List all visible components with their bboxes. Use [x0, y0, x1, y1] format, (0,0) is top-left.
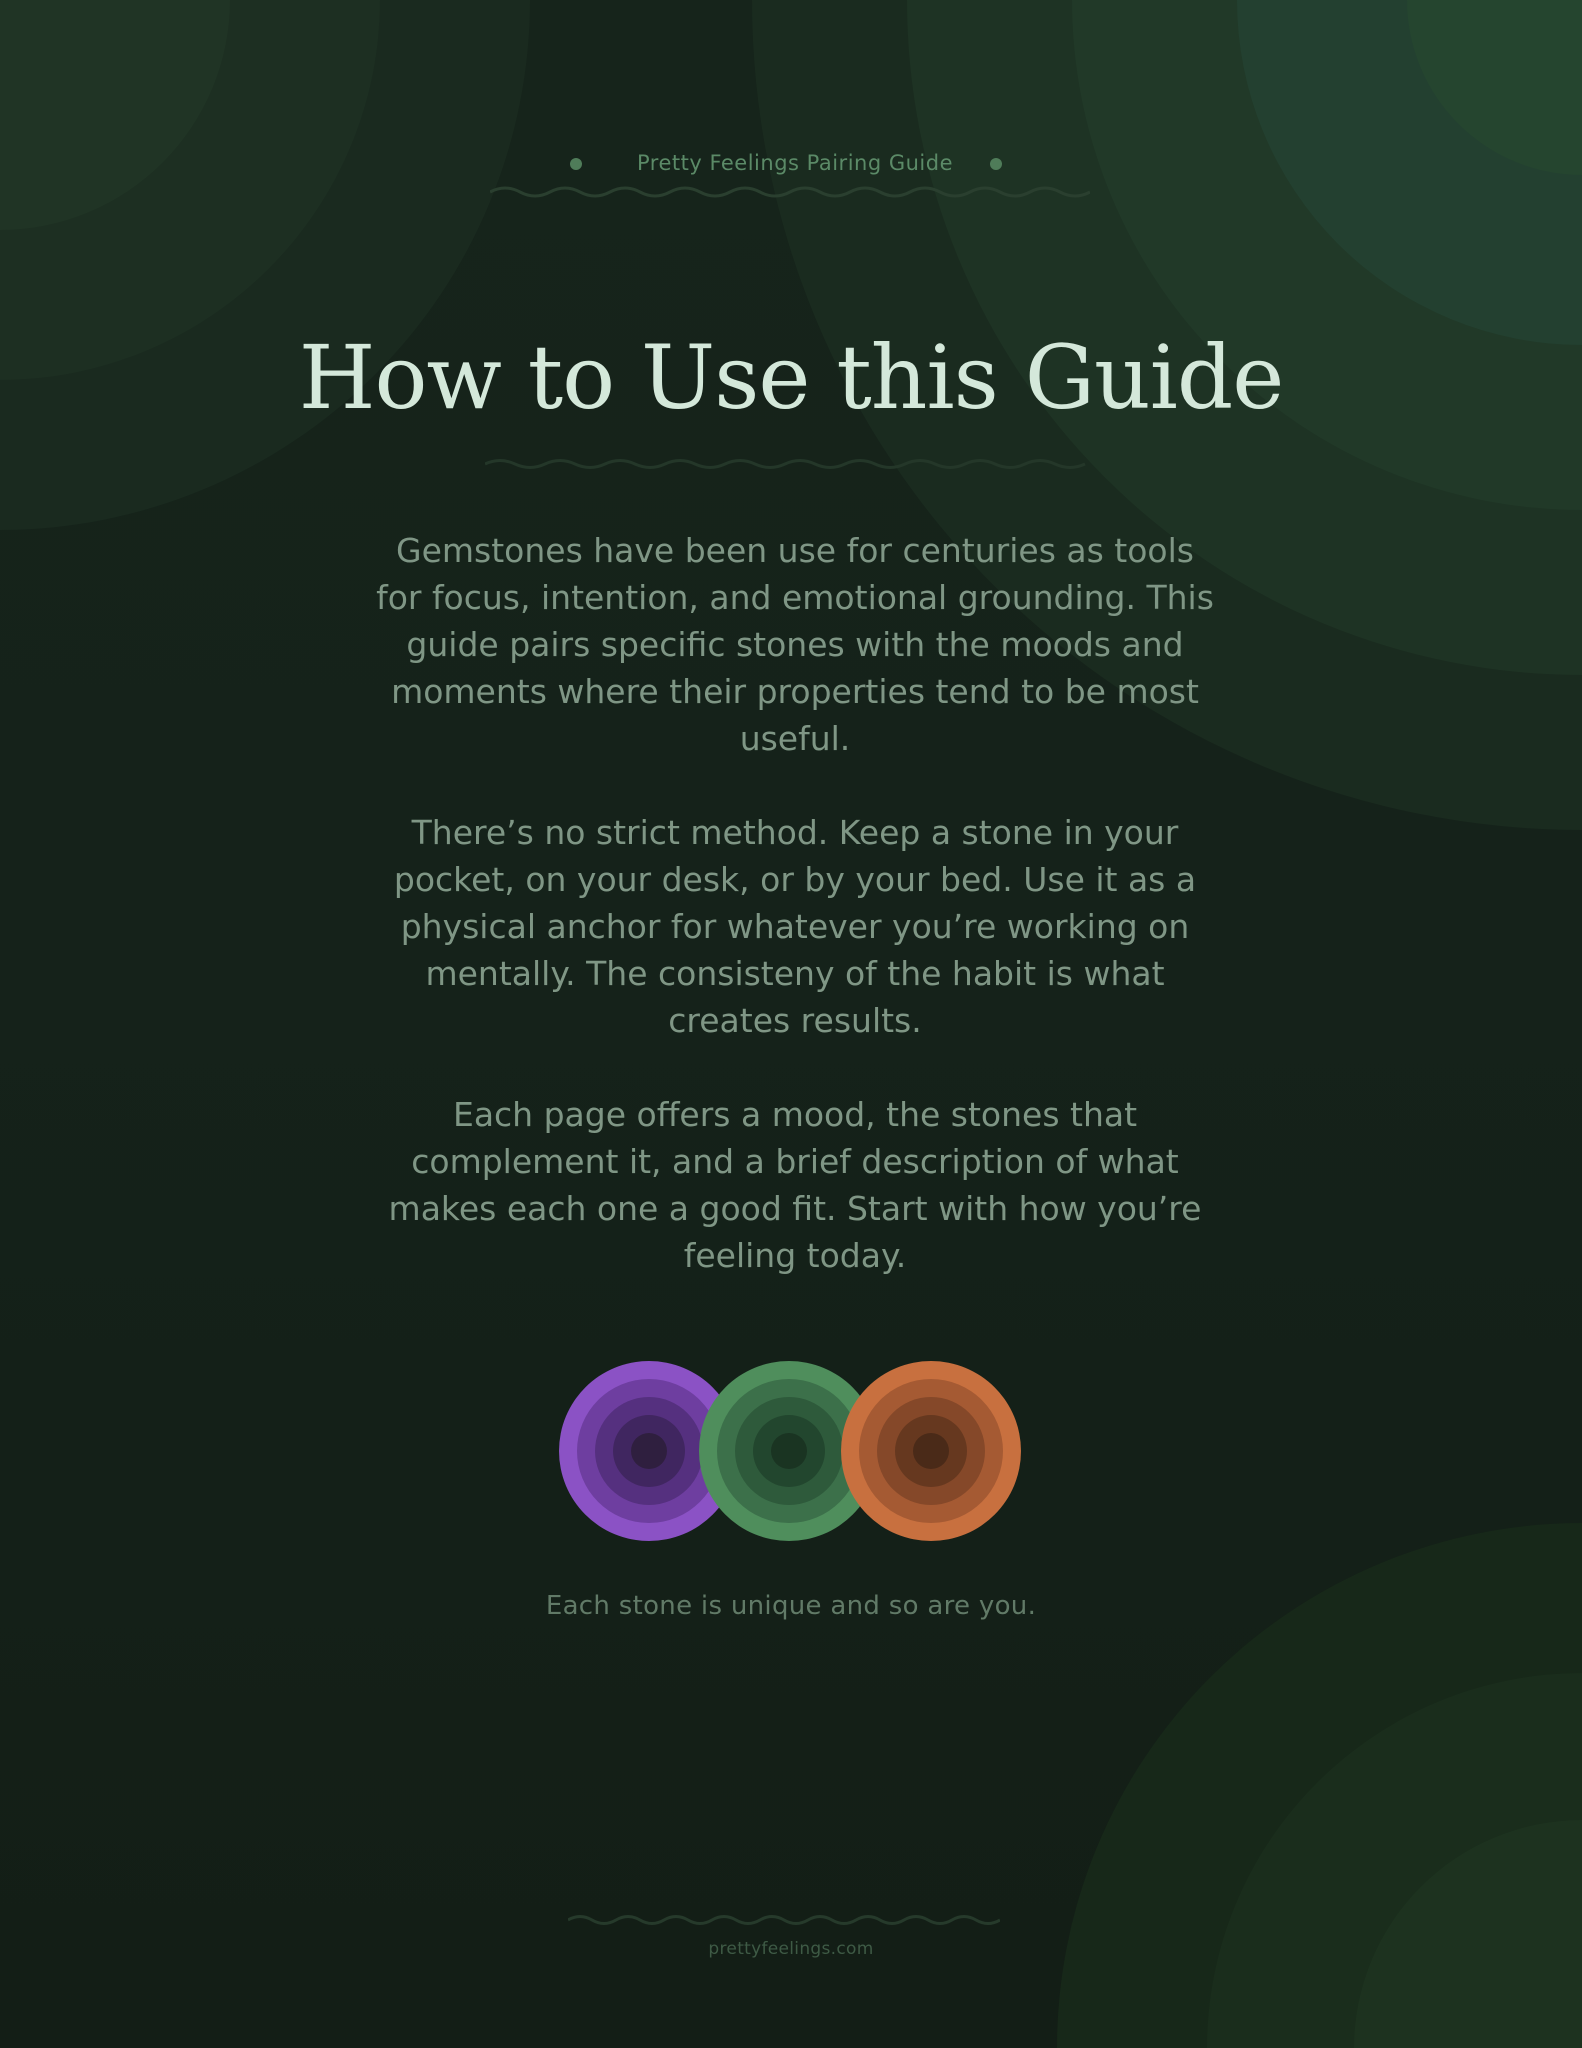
- header-label: Pretty Feelings Pairing Guide: [636, 151, 954, 175]
- stones-caption: Each stone is unique and so are you.: [545, 1591, 1037, 1621]
- header-dot-right: [990, 158, 1002, 170]
- header-wave-divider: [490, 182, 1090, 202]
- footer-wave-divider: [568, 1912, 1000, 1928]
- paragraph-3: Each page offers a mood, the stones that complement it, and a brief description of what makes each one a good fit. Start with how you’re feeling today.: [388, 1095, 1202, 1275]
- page-title: How to Use this Guide: [298, 326, 1284, 429]
- paragraph-2: There’s no strict method. Keep a stone in your pocket, on your desk, or by your bed. Use it as a physical anchor for whatever you’re working on mentally. The consisteny of the habit is what creates results.: [393, 813, 1197, 1040]
- footer-website: prettyfeelings.com: [708, 1939, 874, 1959]
- orange-stone-ring-5: [913, 1433, 949, 1469]
- orange-stone: [841, 1361, 1021, 1541]
- paragraph-1: Gemstones have been use for centuries as tools for focus, intention, and emotional grounding. This guide pairs specific stones with the moods and moments where their properties tend to be most useful.: [376, 531, 1214, 758]
- stones-illustration: [556, 1358, 1026, 1544]
- purple-stone-ring-5: [631, 1433, 667, 1469]
- title-wave-divider: [485, 455, 1097, 473]
- green-stone-ring-5: [771, 1433, 807, 1469]
- intro-text: [370, 527, 1220, 1326]
